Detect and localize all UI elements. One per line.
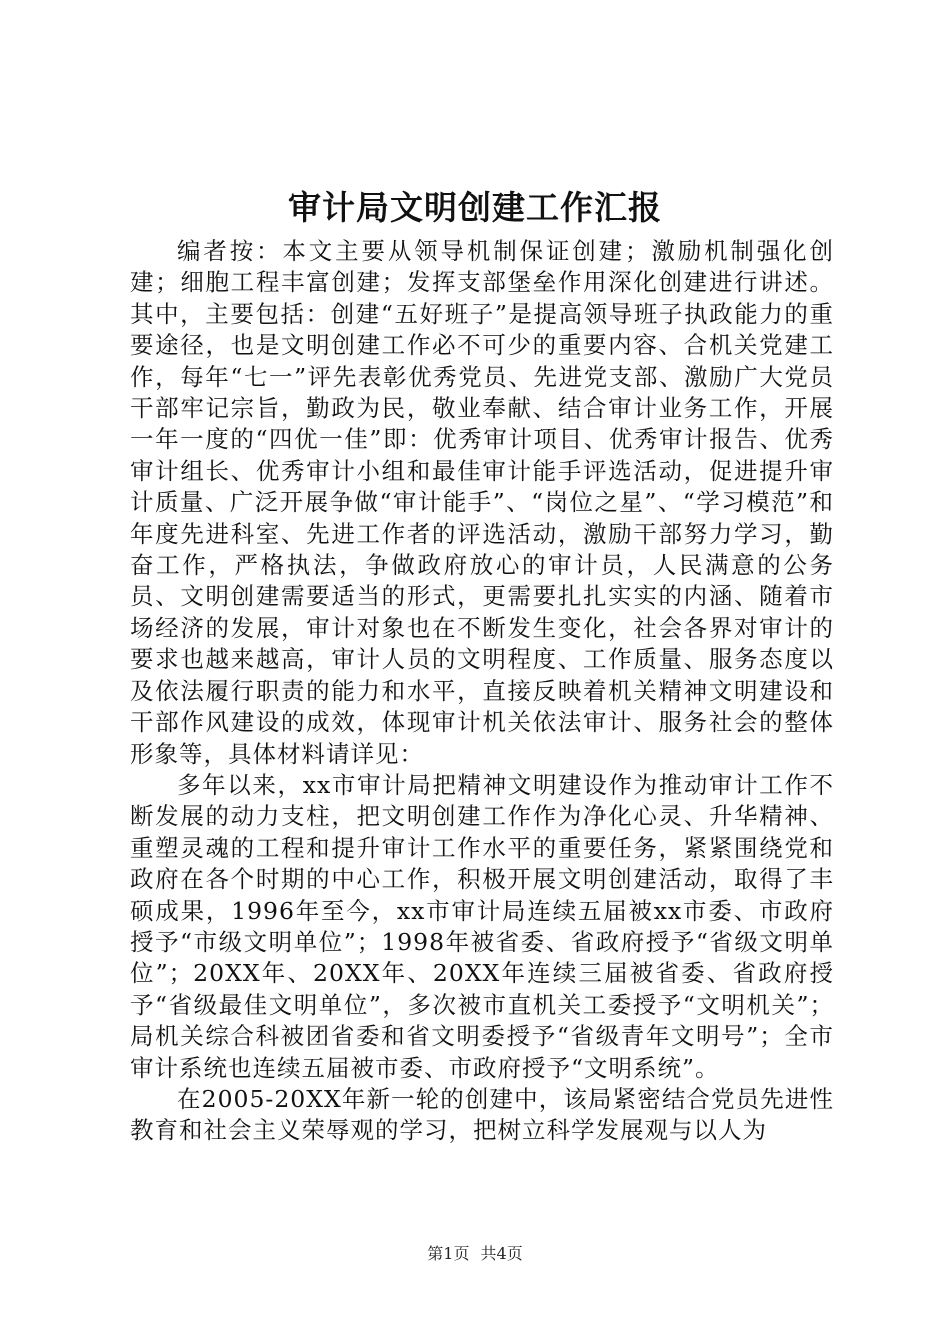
page-footer bbox=[0, 1242, 950, 1266]
paragraph-editor-note: 编者按：本文主要从领导机制保证创建；激励机制强化创建；细胞工程丰富创建；发挥支部堡垒作用深化创建进行讲述。其中，主要包括：创建“五好班子”是提高领导班子执政能力的重要途径，也是文明创建工作必不可少的重要内容、合机关党建工作，每年“七一”评先表彰优秀党员、先进党支部、激励广大党员干部牢记宗旨，勤政为民，敬业奉献、结合审计业务工作，开展一年一度的“四优一佳”即：优秀审计项目、优秀审计报告、优秀审计组长、优秀审计小组和最佳审计能手评选活动，促进提升审计质量、广泛开展争做“审计能手”、“岗位之星”、“学习模范”和年度先进科室、先进工作者的评选活动，激励干部努力学习，勤奋工作，严格执法，争做政府放心的审计员，人民满意的公务员、文明创建需要适当的形式，更需要扎扎实实的内涵、随着市场经济的发展，审计对象也在不断发生变化，社会各界对审计的要求也越来越高，审计人员的文明程度、工作质量、服务态度以及依法履行职责的能力和水平，直接反映着机关精神文明建设和干部作风建设的成效，体现审计机关依法审计、服务社会的整体形象等，具体材料请详见： bbox=[130, 237, 834, 768]
document-title: 审计局文明创建工作汇报 bbox=[288, 188, 662, 227]
document-body bbox=[130, 236, 834, 1147]
page-number: 第1页 bbox=[427, 1244, 470, 1263]
paragraph-new-round: 在2005-20XX年新一轮的创建中，该局紧密结合党员先进性教育和社会主义荣辱观的学习，把树立科学发展观与以人为 bbox=[130, 1084, 834, 1145]
page-total: 共4页 bbox=[480, 1244, 523, 1263]
paragraph-achievements: 多年以来，xx市审计局把精神文明建设作为推动审计工作不断发展的动力支柱，把文明创建工作作为净化心灵、升华精神、重塑灵魂的工程和提升审计工作水平的重要任务，紧紧围绕党和政府在各个时期的中心工作，积极开展文明创建活动，取得了丰硕成果，1996年至今，xx市审计局连续五届被xx市委、市政府授予“市级文明单位”；1998年被省委、省政府授予“省级文明单位”；20XX年、20XX年、20XX年连续三届被省委、省政府授予“省级最佳文明单位”，多次被市直机关工委授予“文明机关”；局机关综合科被团省委和省文明委授予“省级青年文明号”；全市审计系统也连续五届被市委、市政府授予“文明系统”。 bbox=[130, 770, 834, 1082]
